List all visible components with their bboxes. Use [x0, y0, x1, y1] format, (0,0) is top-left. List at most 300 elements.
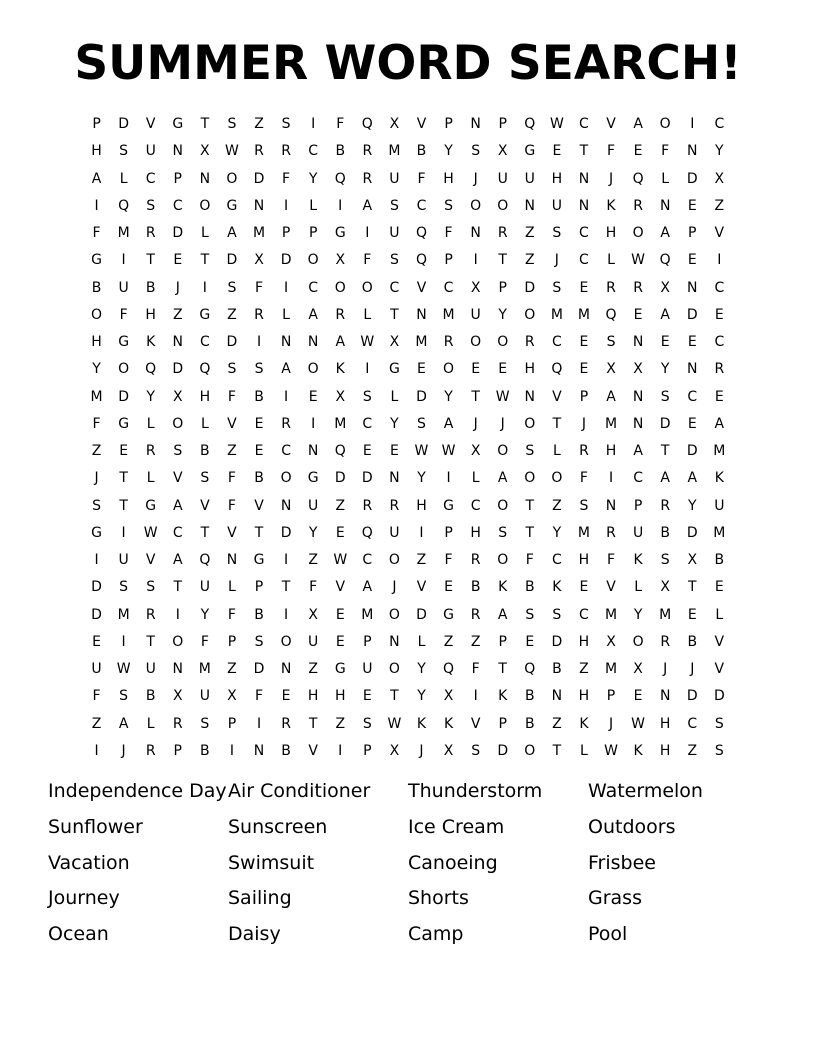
- grid-letter: S: [362, 715, 372, 732]
- grid-letter: P: [606, 688, 616, 705]
- grid-letter: Q: [605, 306, 617, 323]
- grid-letter: Q: [361, 524, 373, 541]
- grid-letter: F: [363, 252, 372, 269]
- grid-letter: N: [659, 197, 671, 214]
- grid-letter: R: [497, 225, 508, 242]
- word-list-item: Frisbee: [588, 851, 656, 874]
- grid-letter: U: [118, 552, 129, 569]
- grid-letter: M: [198, 661, 211, 678]
- grid-letter: Y: [308, 170, 318, 187]
- grid-letter: C: [687, 388, 698, 405]
- grid-letter: E: [687, 252, 697, 269]
- grid-letter: F: [254, 688, 264, 705]
- grid-letter: E: [660, 334, 670, 351]
- grid-letter: Y: [146, 388, 155, 405]
- grid-letter: R: [172, 715, 183, 732]
- letter-grid: [83, 111, 733, 765]
- grid-row: [83, 384, 733, 411]
- grid-letter: O: [443, 361, 455, 378]
- grid-letter: B: [200, 742, 210, 759]
- grid-letter: O: [632, 225, 644, 242]
- grid-letter: K: [633, 742, 643, 759]
- grid-letter: E: [714, 306, 724, 323]
- grid-letter: X: [633, 661, 643, 678]
- word-list-item: Air Conditioner: [228, 780, 371, 802]
- grid-letter: N: [578, 197, 590, 214]
- grid-letter: M: [713, 443, 726, 460]
- grid-letter: F: [227, 497, 236, 514]
- grid-letter: Q: [199, 552, 211, 569]
- grid-letter: F: [309, 579, 318, 596]
- grid-letter: X: [443, 688, 454, 705]
- grid-letter: V: [552, 388, 562, 405]
- grid-letter: O: [280, 470, 292, 487]
- word-list-item: Ice Cream: [408, 815, 505, 838]
- grid-letter: B: [145, 688, 156, 705]
- grid-letter: D: [91, 579, 102, 596]
- grid-letter: E: [714, 579, 724, 596]
- grid-letter: D: [686, 170, 698, 187]
- grid-letter: I: [175, 606, 180, 623]
- grid-letter: D: [226, 252, 238, 269]
- grid-letter: M: [604, 661, 618, 678]
- grid-letter: S: [92, 497, 101, 514]
- grid-letter: C: [362, 552, 373, 569]
- grid-letter: E: [471, 361, 481, 378]
- grid-row: [83, 193, 733, 220]
- grid-letter: N: [632, 334, 644, 351]
- grid-letter: Q: [199, 361, 211, 378]
- grid-letter: S: [498, 524, 508, 541]
- grid-letter: Z: [552, 715, 562, 732]
- grid-letter: F: [579, 470, 588, 487]
- grid-letter: T: [552, 415, 562, 432]
- grid-letter: I: [284, 606, 289, 623]
- grid-letter: U: [632, 524, 644, 541]
- grid-letter: D: [686, 306, 698, 323]
- grid-letter: A: [633, 443, 643, 460]
- grid-letter: A: [633, 116, 643, 133]
- grid-letter: C: [687, 715, 698, 732]
- grid-letter: I: [284, 552, 289, 569]
- grid-letter: J: [581, 415, 587, 432]
- grid-letter: H: [578, 633, 590, 650]
- grid-letter: E: [308, 388, 318, 405]
- grid-letter: I: [202, 279, 207, 296]
- grid-letter: E: [687, 197, 697, 214]
- grid-letter: P: [498, 715, 507, 732]
- grid-letter: M: [90, 388, 103, 405]
- grid-letter: X: [335, 252, 346, 269]
- grid-letter: V: [606, 116, 616, 133]
- grid-letter: H: [659, 742, 671, 759]
- grid-letter: S: [173, 443, 183, 460]
- grid-letter: L: [552, 443, 561, 460]
- grid-letter: X: [497, 143, 508, 160]
- grid-letter: U: [714, 497, 725, 514]
- grid-letter: I: [121, 633, 126, 650]
- grid-letter: H: [605, 225, 617, 242]
- grid-row: [83, 356, 733, 383]
- grid-letter: O: [280, 633, 292, 650]
- grid-letter: Q: [145, 361, 157, 378]
- grid-letter: C: [308, 279, 319, 296]
- grid-letter: C: [308, 143, 319, 160]
- grid-letter: X: [443, 742, 454, 759]
- grid-letter: Q: [524, 116, 536, 133]
- grid-letter: S: [254, 361, 264, 378]
- grid-letter: K: [552, 579, 562, 596]
- grid-letter: S: [525, 606, 535, 623]
- grid-letter: Y: [417, 470, 426, 487]
- grid-letter: O: [524, 742, 536, 759]
- grid-letter: K: [498, 579, 508, 596]
- grid-letter: Z: [416, 552, 427, 569]
- grid-letter: D: [226, 334, 238, 351]
- grid-letter: O: [91, 306, 103, 323]
- grid-letter: R: [606, 524, 616, 541]
- grid-letter: I: [94, 742, 99, 759]
- grid-letter: R: [524, 334, 535, 351]
- grid-letter: Y: [444, 388, 453, 405]
- grid-letter: F: [227, 470, 236, 487]
- grid-letter: G: [226, 197, 238, 214]
- grid-letter: R: [660, 633, 671, 650]
- grid-letter: S: [552, 225, 562, 242]
- grid-letter: C: [714, 116, 725, 133]
- grid-letter: B: [200, 443, 210, 460]
- grid-letter: S: [525, 443, 535, 460]
- grid-row: [83, 166, 733, 193]
- grid-letter: F: [227, 606, 236, 623]
- grid-row: [83, 302, 733, 329]
- grid-letter: D: [172, 225, 184, 242]
- grid-letter: T: [552, 742, 562, 759]
- grid-letter: W: [360, 334, 375, 351]
- grid-letter: I: [338, 197, 343, 214]
- word-list-item: Canoeing: [408, 851, 498, 874]
- grid-letter: H: [605, 443, 617, 460]
- page-title: SUMMER WORD SEARCH!: [74, 36, 742, 91]
- grid-letter: I: [311, 415, 316, 432]
- grid-letter: K: [498, 688, 508, 705]
- grid-letter: A: [660, 306, 670, 323]
- grid-letter: W: [604, 742, 618, 759]
- grid-letter: Y: [444, 143, 453, 160]
- grid-letter: N: [659, 688, 671, 705]
- grid-letter: E: [92, 633, 101, 650]
- grid-letter: E: [525, 633, 535, 650]
- grid-letter: S: [471, 143, 481, 160]
- grid-letter: E: [119, 443, 129, 460]
- grid-letter: X: [606, 633, 616, 650]
- grid-letter: T: [146, 633, 155, 650]
- grid-letter: T: [119, 470, 128, 487]
- grid-letter: O: [470, 197, 482, 214]
- grid-letter: N: [687, 361, 698, 378]
- grid-letter: E: [633, 306, 643, 323]
- grid-letter: N: [307, 443, 319, 460]
- grid-letter: S: [552, 606, 562, 623]
- grid-letter: T: [200, 524, 210, 541]
- grid-letter: X: [714, 170, 725, 187]
- grid-letter: M: [334, 415, 347, 432]
- grid-letter: Y: [390, 415, 399, 432]
- grid-letter: H: [443, 170, 454, 187]
- grid-letter: Z: [579, 661, 589, 678]
- grid-letter: H: [578, 552, 590, 569]
- grid-letter: D: [416, 606, 427, 623]
- grid-letter: Z: [308, 661, 318, 678]
- grid-letter: V: [416, 279, 427, 296]
- grid-letter: G: [524, 143, 536, 160]
- grid-letter: X: [227, 688, 237, 705]
- grid-letter: X: [470, 443, 481, 460]
- grid-letter: T: [200, 116, 210, 133]
- grid-letter: C: [551, 334, 562, 351]
- grid-letter: P: [498, 116, 507, 133]
- grid-letter: D: [334, 470, 346, 487]
- grid-letter: C: [579, 116, 589, 133]
- grid-letter: L: [580, 742, 588, 759]
- grid-letter: O: [118, 361, 130, 378]
- grid-row: [83, 111, 733, 138]
- grid-letter: Z: [172, 306, 183, 323]
- grid-letter: H: [416, 497, 427, 514]
- grid-letter: R: [470, 606, 481, 623]
- grid-letter: S: [200, 470, 210, 487]
- grid-letter: M: [117, 225, 130, 242]
- grid-letter: I: [284, 197, 289, 214]
- word-list-item: Sunscreen: [228, 815, 328, 838]
- grid-letter: T: [173, 579, 183, 596]
- grid-letter: L: [282, 306, 290, 323]
- grid-letter: U: [551, 197, 562, 214]
- grid-letter: G: [118, 415, 130, 432]
- grid-letter: O: [497, 552, 509, 569]
- grid-letter: A: [497, 606, 508, 623]
- grid-letter: C: [281, 443, 291, 460]
- grid-letter: N: [172, 143, 184, 160]
- grid-letter: V: [714, 633, 725, 650]
- grid-letter: P: [444, 116, 453, 133]
- grid-letter: N: [632, 415, 644, 432]
- grid-letter: R: [389, 497, 400, 514]
- grid-letter: W: [495, 388, 510, 405]
- grid-letter: B: [91, 279, 102, 296]
- grid-letter: O: [307, 252, 319, 269]
- grid-letter: G: [118, 334, 130, 351]
- grid-letter: X: [633, 361, 643, 378]
- grid-letter: S: [227, 361, 237, 378]
- grid-letter: O: [334, 279, 346, 296]
- grid-row: [83, 711, 733, 738]
- grid-row: [83, 493, 733, 520]
- grid-letter: V: [308, 742, 318, 759]
- grid-letter: A: [335, 334, 346, 351]
- grid-letter: B: [470, 579, 481, 596]
- grid-letter: X: [172, 388, 183, 405]
- grid-letter: U: [497, 170, 508, 187]
- grid-letter: R: [714, 361, 725, 378]
- grid-letter: K: [633, 552, 643, 569]
- grid-letter: W: [225, 143, 239, 160]
- grid-letter: P: [254, 579, 264, 596]
- grid-letter: L: [200, 225, 209, 242]
- word-list-item: Sailing: [228, 887, 292, 910]
- grid-letter: B: [416, 143, 427, 160]
- grid-letter: A: [606, 388, 616, 405]
- grid-letter: J: [554, 252, 559, 269]
- grid-row: [83, 411, 733, 438]
- grid-letter: A: [172, 497, 183, 514]
- grid-letter: I: [121, 524, 126, 541]
- grid-letter: O: [497, 497, 509, 514]
- grid-letter: R: [362, 170, 373, 187]
- grid-letter: B: [335, 143, 346, 160]
- grid-letter: A: [308, 306, 318, 323]
- grid-letter: D: [686, 443, 698, 460]
- grid-letter: Q: [524, 661, 536, 678]
- grid-row: [83, 656, 733, 683]
- grid-letter: F: [282, 170, 291, 187]
- grid-letter: S: [579, 497, 589, 514]
- grid-letter: N: [389, 470, 400, 487]
- grid-letter: U: [199, 688, 210, 705]
- grid-letter: X: [389, 742, 400, 759]
- grid-letter: S: [444, 197, 453, 214]
- grid-letter: Z: [714, 197, 725, 214]
- grid-letter: W: [631, 252, 646, 269]
- grid-letter: R: [281, 415, 291, 432]
- grid-letter: I: [94, 552, 99, 569]
- grid-letter: G: [172, 116, 184, 133]
- grid-letter: Y: [308, 524, 318, 541]
- grid-letter: R: [145, 225, 156, 242]
- grid-letter: D: [118, 388, 129, 405]
- grid-letter: C: [172, 524, 183, 541]
- word-list-item: Shorts: [408, 887, 469, 910]
- grid-letter: L: [661, 170, 670, 187]
- grid-letter: K: [146, 334, 156, 351]
- grid-letter: X: [606, 361, 616, 378]
- grid-row: [83, 738, 733, 765]
- grid-row: [83, 547, 733, 574]
- grid-letter: N: [687, 279, 698, 296]
- grid-letter: C: [416, 197, 427, 214]
- grid-letter: H: [145, 306, 156, 323]
- grid-letter: W: [116, 661, 131, 678]
- grid-letter: X: [335, 388, 346, 405]
- grid-letter: P: [444, 524, 453, 541]
- grid-letter: O: [172, 633, 184, 650]
- grid-letter: O: [632, 633, 644, 650]
- grid-letter: W: [333, 552, 348, 569]
- grid-letter: D: [551, 633, 563, 650]
- grid-letter: D: [524, 279, 536, 296]
- grid-letter: R: [579, 443, 589, 460]
- grid-letter: N: [470, 116, 481, 133]
- grid-letter: V: [714, 661, 725, 678]
- grid-letter: H: [307, 688, 319, 705]
- grid-letter: F: [227, 388, 236, 405]
- grid-letter: P: [308, 225, 318, 242]
- word-list-item: Camp: [408, 923, 464, 946]
- grid-letter: X: [660, 579, 670, 596]
- grid-letter: B: [714, 552, 725, 569]
- grid-letter: Q: [334, 170, 346, 187]
- grid-letter: A: [281, 361, 291, 378]
- grid-letter: T: [146, 252, 155, 269]
- grid-letter: J: [473, 415, 478, 432]
- grid-letter: S: [389, 252, 399, 269]
- grid-letter: S: [146, 579, 156, 596]
- grid-letter: T: [525, 497, 535, 514]
- grid-letter: V: [145, 116, 156, 133]
- grid-letter: E: [362, 443, 372, 460]
- grid-letter: M: [442, 306, 455, 323]
- grid-letter: S: [660, 388, 670, 405]
- grid-letter: V: [714, 225, 725, 242]
- grid-letter: L: [309, 197, 318, 214]
- grid-letter: T: [119, 497, 128, 514]
- grid-letter: G: [443, 497, 454, 514]
- grid-letter: N: [551, 688, 563, 705]
- grid-letter: C: [362, 415, 373, 432]
- grid-letter: E: [579, 279, 589, 296]
- grid-letter: B: [145, 279, 156, 296]
- grid-letter: H: [659, 715, 671, 732]
- grid-letter: D: [686, 688, 698, 705]
- grid-letter: B: [687, 633, 698, 650]
- grid-letter: D: [280, 524, 292, 541]
- grid-letter: G: [91, 524, 102, 541]
- grid-letter: W: [549, 116, 564, 133]
- grid-letter: A: [660, 470, 670, 487]
- grid-letter: O: [388, 552, 400, 569]
- word-list-item: Ocean: [48, 923, 109, 946]
- grid-letter: A: [362, 579, 373, 596]
- grid-letter: G: [199, 306, 211, 323]
- grid-letter: I: [446, 470, 451, 487]
- grid-letter: E: [173, 252, 183, 269]
- grid-letter: V: [470, 715, 481, 732]
- grid-letter: C: [145, 170, 156, 187]
- grid-letter: S: [281, 116, 291, 133]
- grid-letter: S: [227, 279, 237, 296]
- grid-letter: E: [687, 334, 697, 351]
- grid-letter: L: [390, 388, 399, 405]
- grid-letter: E: [579, 334, 589, 351]
- grid-letter: N: [280, 661, 292, 678]
- grid-letter: Q: [659, 252, 671, 269]
- grid-letter: F: [92, 415, 101, 432]
- grid-letter: F: [661, 143, 670, 160]
- grid-letter: R: [254, 143, 264, 160]
- grid-letter: F: [200, 633, 209, 650]
- grid-letter: M: [388, 143, 401, 160]
- grid-letter: F: [471, 661, 480, 678]
- grid-letter: X: [470, 279, 481, 296]
- grid-letter: P: [173, 170, 182, 187]
- grid-letter: O: [307, 361, 319, 378]
- grid-letter: I: [717, 252, 722, 269]
- grid-letter: D: [686, 524, 698, 541]
- grid-letter: I: [690, 116, 695, 133]
- grid-letter: I: [284, 279, 289, 296]
- grid-letter: P: [281, 225, 291, 242]
- grid-letter: B: [281, 742, 291, 759]
